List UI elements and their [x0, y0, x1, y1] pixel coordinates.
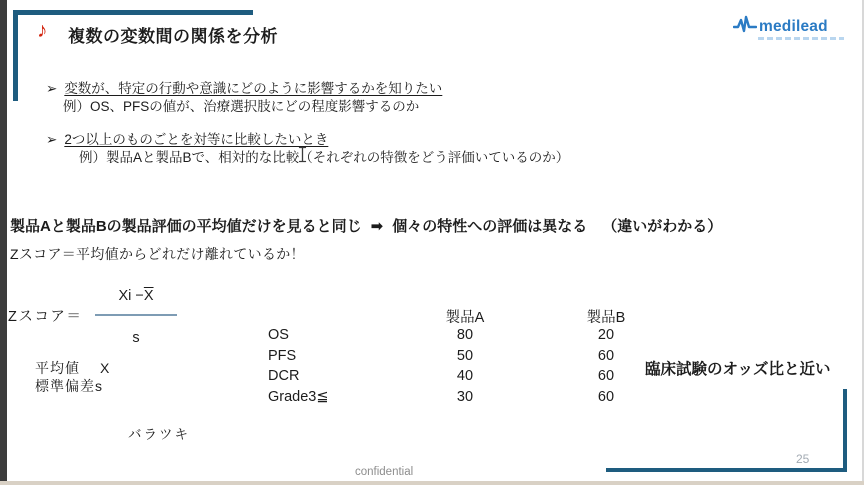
- formula-lhs: Zスコア＝: [8, 309, 83, 325]
- page-number: 25: [796, 452, 810, 466]
- bullet-arrow-icon: ➢: [46, 81, 58, 96]
- scatter-label: バラツキ: [128, 427, 190, 442]
- bullet-variable-influence: [46, 77, 442, 97]
- value-a: 80: [456, 327, 474, 343]
- column-header-product-b: 製品B: [586, 310, 626, 326]
- mean-legend: [35, 358, 110, 378]
- mean-symbol: X: [100, 360, 111, 376]
- zscore-definition: Zスコア＝平均値からどれだけ離れているか！: [10, 246, 305, 262]
- odds-ratio-note: 臨床試験のオッズ比と近い: [645, 361, 831, 378]
- row-label: DCR: [268, 368, 300, 384]
- product-score-table: [268, 306, 636, 409]
- table-row: [268, 389, 636, 410]
- bottom-right-border-vertical: [843, 389, 847, 472]
- value-b: 60: [597, 347, 615, 364]
- frame-edge-left: [0, 0, 7, 485]
- statement-right: 個々の特性への評価は異なる: [392, 218, 588, 235]
- confidential-label: confidential: [355, 466, 414, 478]
- value-a: 40: [456, 368, 474, 384]
- fraction-line: [95, 314, 177, 316]
- bullet-example: 例）製品Aと製品Bで、相対的な比較（それぞれの特徴をどう評価いているのか）: [79, 150, 570, 165]
- mean-label: 平均値: [35, 360, 80, 376]
- table-row: [268, 368, 636, 389]
- right-arrow-icon: ➡: [370, 218, 384, 235]
- medilead-logo: [733, 14, 828, 39]
- formula-denominator: s: [132, 330, 140, 346]
- statement-paren: （違いがわかる）: [602, 218, 723, 235]
- value-b: 60: [597, 388, 615, 405]
- text-cursor-pointer: [298, 146, 307, 168]
- frame-edge-bottom: [0, 481, 864, 485]
- statement-left: 製品Aと製品Bの製品評価の平均値だけを見ると同じ: [10, 218, 362, 235]
- sd-symbol: s: [95, 378, 103, 394]
- table-row: [268, 348, 636, 369]
- bullet-heading: 変数が、特定の行動や意識にどのように影響するかを知りたい: [64, 81, 443, 96]
- value-a: 30: [456, 388, 474, 405]
- medilead-pulse-icon: [733, 14, 757, 39]
- row-label: Grade3≦: [268, 388, 329, 405]
- medilead-wordmark: medilead: [759, 17, 828, 35]
- value-a: 50: [456, 347, 474, 364]
- table-row: [268, 327, 636, 348]
- bullet-heading: 2つ以上のものごとを対等に比較したいとき: [64, 132, 329, 147]
- numerator-xbar: $\overline{X}$: [143, 288, 154, 304]
- sd-legend: [35, 376, 103, 396]
- bullet-example: 例）OS、PFSの値が、治療選択肢にどの程度影響するのか: [63, 99, 420, 114]
- row-label: OS: [268, 327, 289, 343]
- table-header-row: [268, 306, 636, 327]
- top-left-border-horizontal: [13, 10, 253, 15]
- formula-numerator: [95, 288, 177, 304]
- bottom-right-border-horizontal: [606, 468, 847, 472]
- music-note-icon: ♪: [37, 19, 48, 42]
- bullet-equal-comparison: [46, 128, 328, 148]
- bullet-arrow-icon: ➢: [46, 132, 58, 147]
- value-b: 20: [597, 327, 615, 343]
- column-header-product-a: 製品A: [445, 310, 485, 326]
- sd-label: 標準偏差: [35, 378, 95, 394]
- row-label: PFS: [268, 347, 297, 364]
- slide-title: 複数の変数間の関係を分析: [68, 27, 278, 46]
- value-b: 60: [597, 368, 615, 384]
- numerator-xi: Xi −: [118, 288, 144, 304]
- top-left-border-vertical: [13, 10, 18, 101]
- key-statement: [10, 215, 722, 236]
- logo-tagline: [758, 37, 844, 40]
